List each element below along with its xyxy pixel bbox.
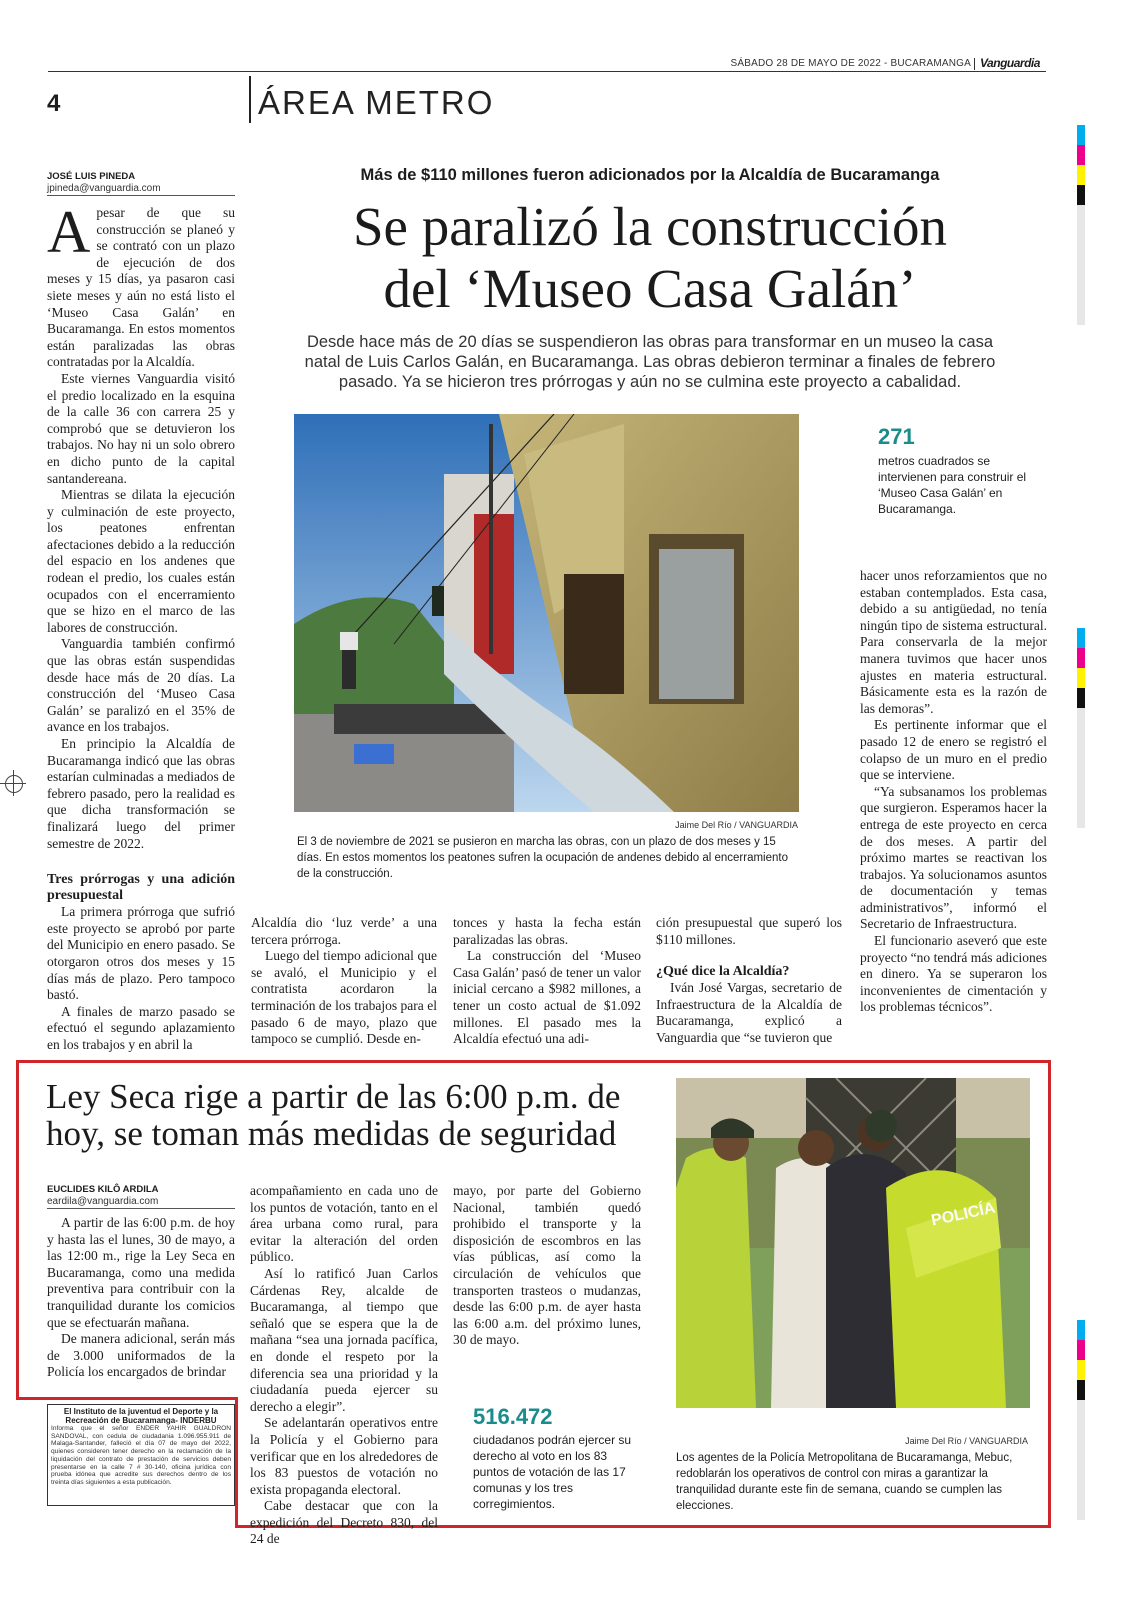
paragraph: El funcionario aseveró que este proyecto “no tendrá más adiciones en dinero. Ya se superaron los inconvenientes de cimentación y los problemas técnicos”. xyxy=(860,933,1047,1015)
legal-notice-body: Informa que el señor ENDER YAHIR GUALDRON SANDOVAL, con cedula de ciudadania 1.096.955.911 de Malaga-Santander, falleció el día 07 de mayo del 2022, quienes consideren tener derecho en la reclamación de la liquidación del contrato de prestación de servicios deben presentarse en la calle 7 # 30-140, oficina jurídica con prueba idónea que acredite sus derechos dentro de los treinta días siguientes a esta publicación. xyxy=(51,1425,231,1486)
author-name: JOSÉ LUIS PINEDA xyxy=(47,171,136,182)
section-divider xyxy=(249,76,251,123)
color-bar-top xyxy=(1077,125,1085,325)
paragraph: A partir de las 6:00 p.m. de hoy y hasta las el lunes, 30 de mayo, a las 12:00 m., rige la Ley Seca en Bucaramanga, como una medida preventiva para contribuir con la tranquilidad durante los comicios que se efectuarán mañana. xyxy=(47,1215,235,1330)
paragraph: Este viernes Vanguardia visitó el predio localizado en la esquina de la calle 36 con carrera 25 y comprobó que se detuvieron los trabajos. No hay ni un solo obrero en dicho punto de la capital santandereana. xyxy=(47,370,235,486)
legal-notice-title: El Instituto de la juventud el Deporte y la Recreación de Bucaramanga- INDERBU xyxy=(63,1407,219,1425)
paragraph: “Ya subsanamos los problemas que surgieron. Esperamos hacer la entrega de este proyecto en cerca de dos meses. A partir del próximo martes se reactivan los trabajos. Ya solucionamos asuntos de documentación y temas administrativos”, informó el Secretario de Infraestructura. xyxy=(860,783,1047,932)
legal-notice-box xyxy=(47,1404,235,1506)
stat-number-271: 271 xyxy=(878,424,915,449)
photo-caption: El 3 de noviembre de 2021 se pusieron en marcha las obras, con un plazo de dos meses y 15 días. En estos momentos los peatones sufren la ocupación de andenes debido al encerramiento de la construcción. xyxy=(297,836,788,880)
paragraph: De manera adicional, serán más de 3.000 uniformados de la Policía los encargados de brindar xyxy=(47,1331,235,1380)
color-bar-middle xyxy=(1077,628,1085,828)
article-column-1 xyxy=(47,199,235,1054)
paragraph: mayo, por parte del Gobierno Nacional, también quedó prohibido el transporte y la disposición de escombros en las vías públicas, así como la circulación de vehículos que transporten trasteos o mudanzas, desde las 6:00 p.m. de ayer hasta las 6:00 a.m. del próximo lunes, 30 de mayo. xyxy=(453,1183,641,1348)
drop-cap: A xyxy=(47,199,91,265)
article-column-2 xyxy=(251,915,437,1048)
header-rule xyxy=(48,71,1046,72)
police-photo-illustration xyxy=(676,1078,1030,1408)
paragraph: La primera prórroga que sufrió este proyecto se aprobó por parte del Municipio en enero pasado. Se otorgaron otros dos meses y 15 días más de plazo. Pero tampoco bastó. xyxy=(47,904,235,1003)
paragraph: Así lo ratificó Juan Carlos Cárdenas Rey, alcalde de Bucaramanga, al tiempo que señaló que se espera que la de mañana “sea una jornada pacífica, en donde el respeto por la diferencia sea una prioridad y la ciudadanía pueda ejercer su derecho a elegir”. xyxy=(250,1265,438,1414)
highlight-box-top xyxy=(16,1060,1050,1063)
article2-column-1 xyxy=(47,1215,235,1381)
paragraph: Alcaldía dio ‘luz verde’ a una tercera prórroga. xyxy=(251,915,437,947)
article-column-5 xyxy=(860,568,1047,1016)
page-number: 4 xyxy=(47,90,61,117)
date-separator xyxy=(974,58,975,70)
newspaper-logo: Vanguardia xyxy=(980,56,1040,70)
article-column-4 xyxy=(656,915,842,1047)
paragraph: A finales de marzo pasado se efectuó el segundo aplazamiento en los trabajos y en abril la xyxy=(47,1003,235,1052)
author-rule xyxy=(47,195,235,196)
paragraph: Se adelantarán operativos entre la Policía y el Gobierno para verificar que en los alrededores de los 83 puestos de votación no exista propaganda electoral. xyxy=(250,1415,438,1497)
registration-mark-left xyxy=(5,775,23,793)
police-photo xyxy=(676,1078,1030,1408)
article-lead: Desde hace más de 20 días se suspendieron las obras para transformar en un museo la casa natal de Luis Carlos Galán, en Bucaramanga. Las obras debieron terminar a finales de febrero pasado. Ya se hicieron tres prórrogas y aún no se culmina este proyecto a cabalidad. xyxy=(304,333,996,391)
paragraph: tonces y hasta la fecha están paralizadas las obras. xyxy=(453,915,641,947)
paragraph: Es pertinente informar que el pasado 12 de enero se registró el colapso de un muro en el predio que se interviene. xyxy=(860,717,1047,783)
author-email[interactable]: jpineda@vanguardia.com xyxy=(47,183,161,194)
headline2-line-2: hoy, se toman más medidas de seguridad xyxy=(46,1114,617,1153)
headline2-line-1: Ley Seca rige a partir de las 6:00 p.m. de xyxy=(46,1077,621,1116)
highlight-box-right xyxy=(1048,1060,1051,1528)
color-bar-bottom xyxy=(1077,1320,1085,1520)
photo2-credit: Jaime Del Río / VANGUARDIA xyxy=(905,1436,1028,1446)
highlight-box-left-upper xyxy=(16,1060,19,1400)
paragraph: pesar de que su construcción se planeó y se contrató con un plazo de ejecución de dos meses y 15 días, ya pasaron casi siete meses y aún no está listo el ‘Museo Casa Galán’ en Bucaramanga. En estos momentos están paralizadas las obras contratadas por la Alcaldía. xyxy=(47,205,235,370)
registration-cross-v xyxy=(13,770,14,796)
article2-author-email[interactable]: eardila@vanguardia.com xyxy=(47,1196,159,1207)
article-headline xyxy=(250,196,1050,320)
article2-author-name: EUCLIDES KILÔ ARDILA xyxy=(47,1184,159,1195)
article2-headline xyxy=(46,1078,671,1152)
photo2-caption: Los agentes de la Policía Metropolitana de Bucaramanga, Mebuc, redoblarán los operativos de control con miras a garantizar la tranquilidad durante este fin de semana, cuando se cumplen las elecciones. xyxy=(676,1452,1013,1512)
paragraph: ción presupuestal que superó los $110 millones. xyxy=(656,915,842,947)
paragraph: La construcción del ‘Museo Casa Galán’ pasó de tener un valor inicial cercano a $982 millones, a tener un costo actual de $1.092 millones. El pasado mes la Alcaldía efectuó una adi- xyxy=(453,948,641,1047)
highlight-box-step xyxy=(16,1397,238,1400)
paragraph: Iván José Vargas, secretario de Infraestructura de la Alcaldía de Bucaramanga, explicó a Vanguardia que “se tuvieron que xyxy=(656,980,842,1045)
highlight-box-left-lower xyxy=(235,1397,238,1528)
article-kicker: Más de $110 millones fueron adicionados por la Alcaldía de Bucaramanga xyxy=(360,166,940,184)
subhead-alcaldia: ¿Qué dice la Alcaldía? xyxy=(656,964,790,980)
construction-photo-illustration xyxy=(294,414,799,812)
police-vest-label: POLICÍA xyxy=(929,1199,997,1230)
paragraph: hacer unos reforzamientos que no estaban contemplados. Esta casa, debido a su antigüedad, no tenía ningún tipo de sistema estructural. Para conservarla de la mejor manera tuvimos que hacer unos ajustes en materia estructural. Básicamente esta es la razón de las demoras”. xyxy=(860,568,1047,716)
photo-credit: Jaime Del Río / VANGUARDIA xyxy=(675,820,798,830)
construction-photo xyxy=(294,414,799,812)
article2-column-3 xyxy=(453,1183,641,1349)
date-line: SÁBADO 28 DE MAYO DE 2022 - BUCARAMANGA xyxy=(730,58,971,69)
stat-number-516472: 516.472 xyxy=(473,1404,553,1429)
paragraph: Vanguardia también confirmó que las obras están suspendidas desde hace más de 20 días. La construcción del ‘Museo Casa Galán’ se paralizó en el 35% de avance en los trabajos. xyxy=(47,636,235,735)
article2-column-2 xyxy=(250,1183,438,1548)
subhead-prorrogas: Tres prórrogas y una adición presupuestal xyxy=(47,872,235,904)
paragraph: Luego del tiempo adicional que se avaló, el Municipio y el contratista acordaron la terminación de los trabajos para el pasado 6 de mayo, plazo que tampoco se cumplió. Desde en- xyxy=(251,948,437,1047)
stat-text-516472: ciudadanos podrán ejercer su derecho al voto en los 83 puntos de votación de las 17 comunas y los tres corregimientos. xyxy=(473,1433,632,1511)
article-column-3 xyxy=(453,915,641,1048)
stat-text-271: metros cuadrados se intervienen para construir el ‘Museo Casa Galán’ en Bucaramanga. xyxy=(878,454,1027,516)
section-title: ÁREA METRO xyxy=(258,84,495,121)
paragraph: En principio la Alcaldía de Bucaramanga indicó que las obras estarían culminadas a mediados de febrero pasado, pero la realidad es que dicha transformación se finalizará luego del primer semestre de 2022. xyxy=(47,736,235,851)
article2-author-rule xyxy=(47,1208,235,1209)
paragraph: Cabe destacar que con la expedición del Decreto 830, del 24 de xyxy=(250,1498,438,1547)
paragraph: Mientras se dilata la ejecución y culminación de este proyecto, los peatones enfrentan afectaciones debido a la reducción del espacio en los andenes que rodean el predio, los cuales están ocupados con el encerramiento que se hizo en el marco de las labores de construcción. xyxy=(47,487,235,635)
headline-line-1: Se paralizó la construcción xyxy=(352,196,948,257)
headline-line-2: del ‘Museo Casa Galán’ xyxy=(383,258,917,319)
paragraph: acompañamiento en cada uno de los puntos de votación, tanto en el área urbana como rural, para evitar la alteración del orden público. xyxy=(250,1183,438,1265)
